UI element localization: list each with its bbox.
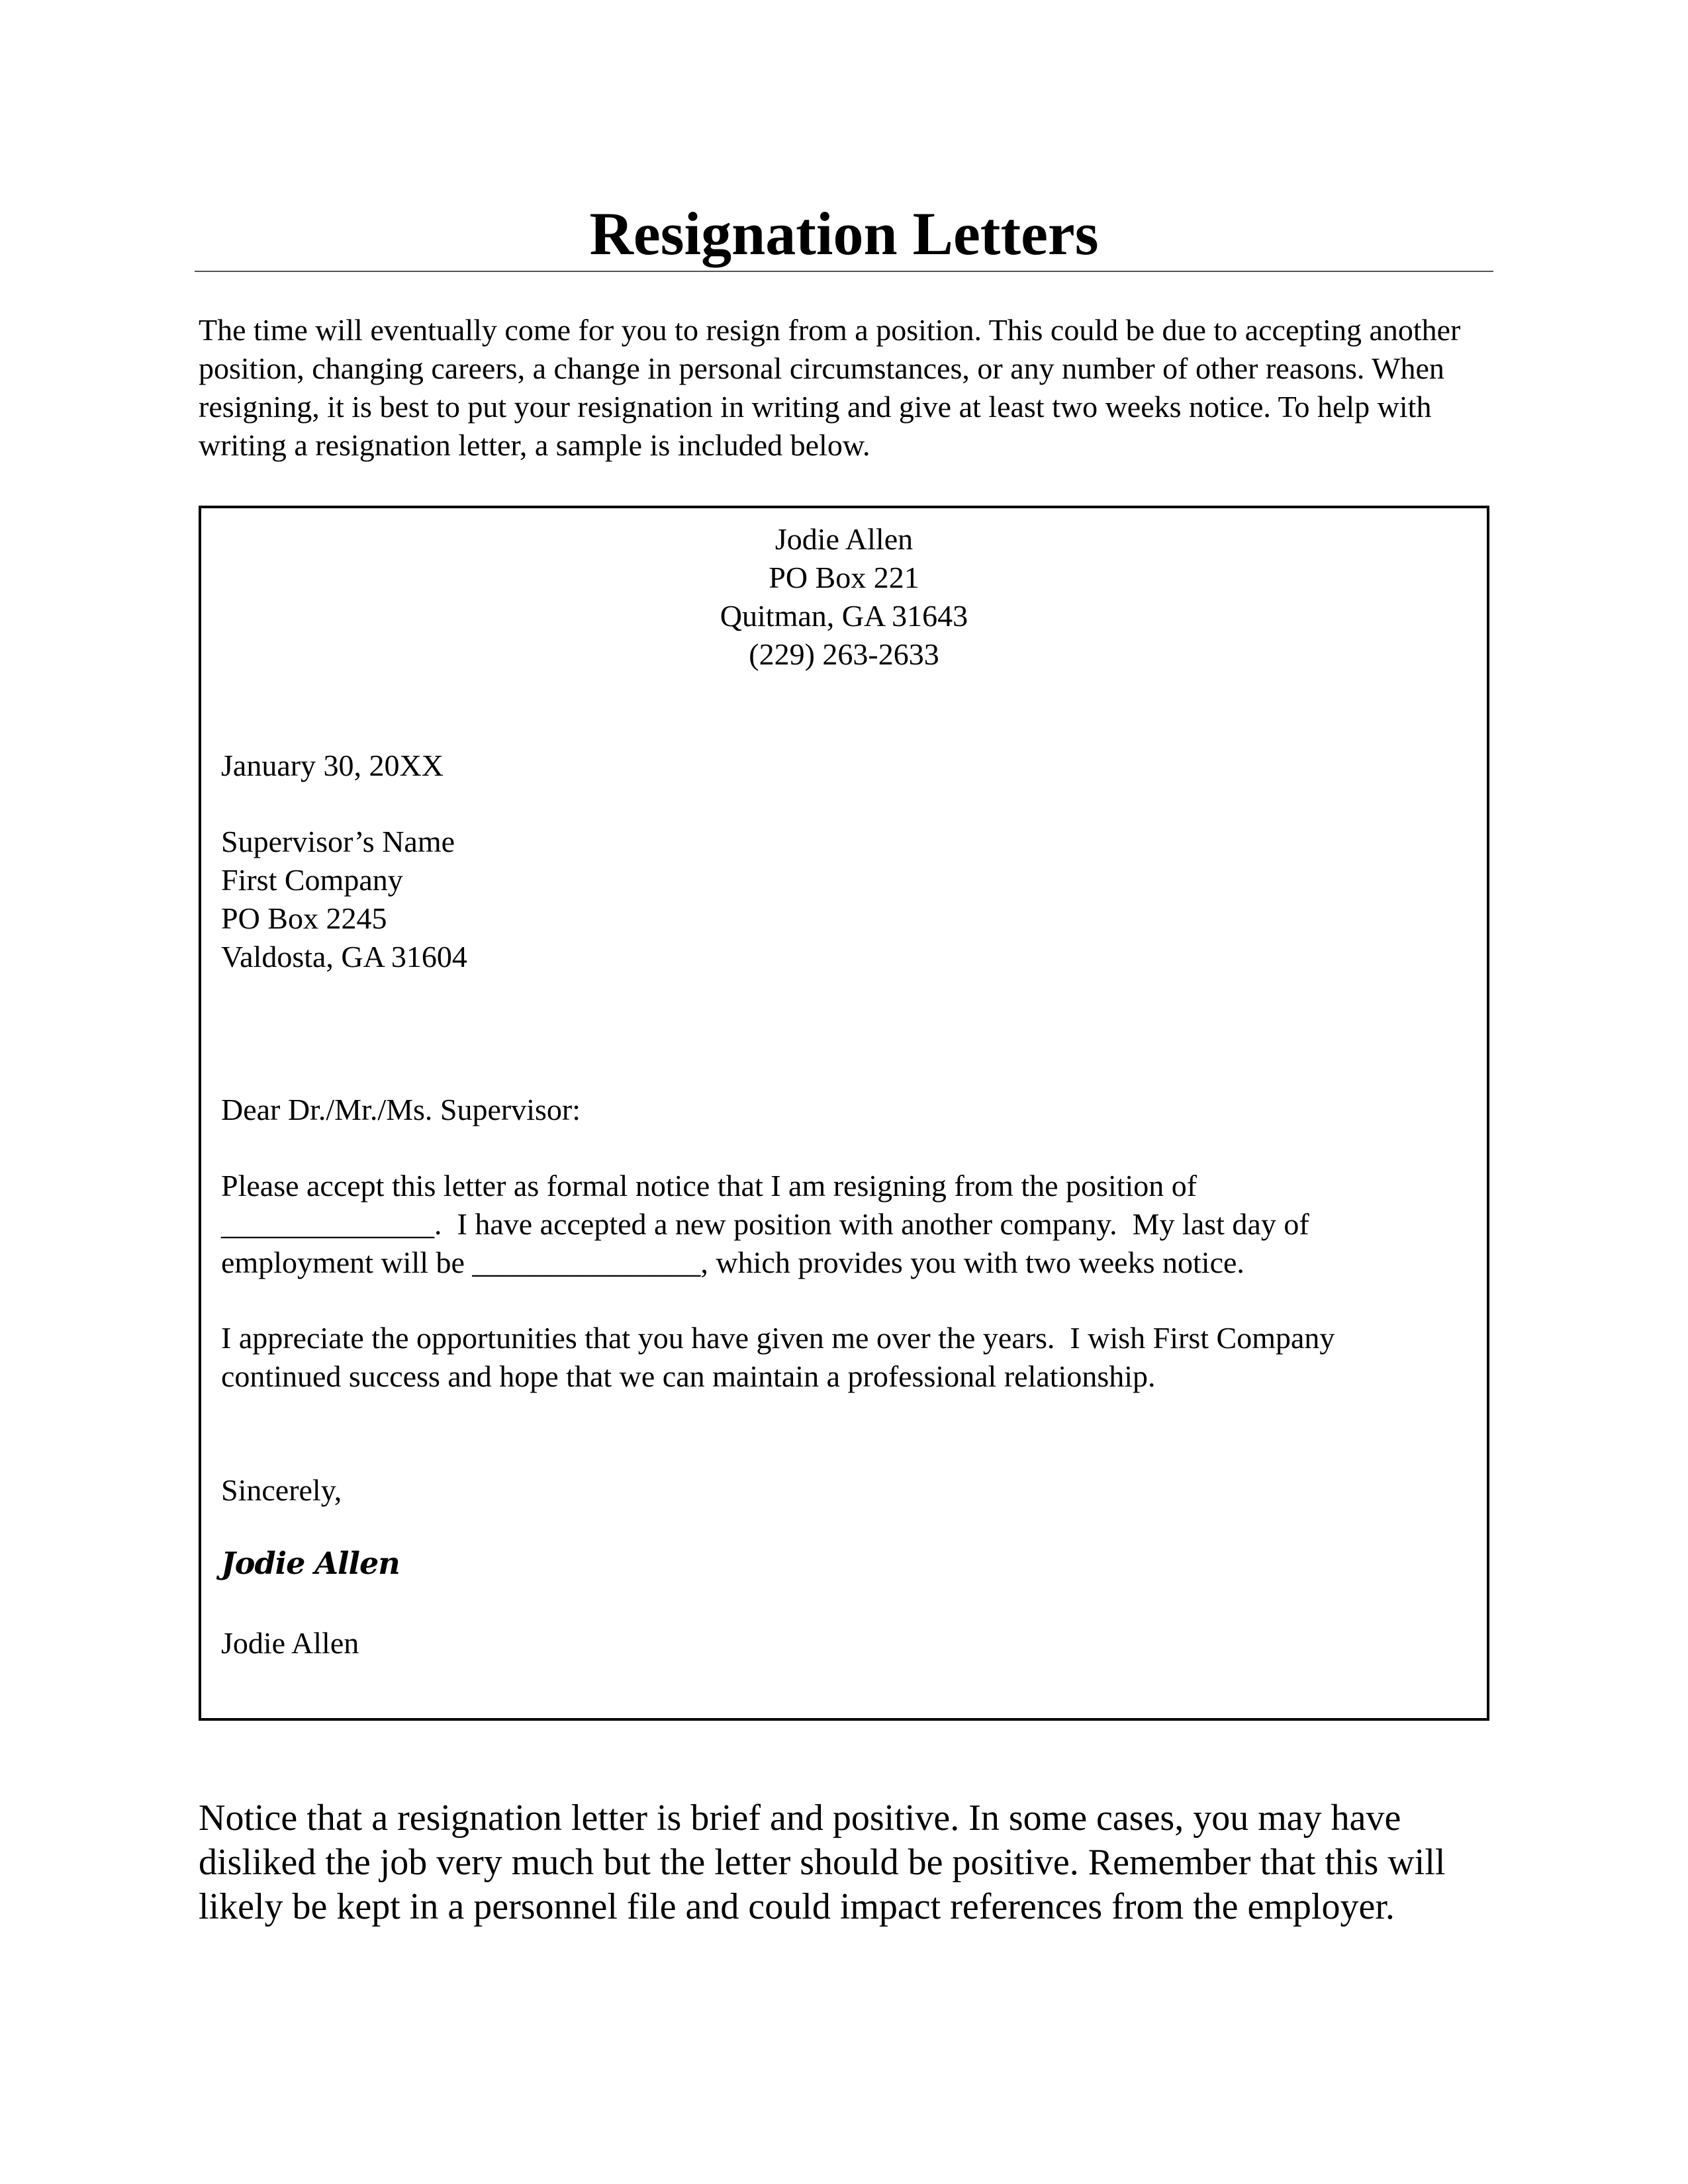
- handwritten-signature: Jodie Allen: [221, 1545, 400, 1581]
- paragraph-2-line-1: I appreciate the opportunities that you have given me over the years. I wish First Company: [221, 1321, 1335, 1355]
- recipient-company: First Company: [221, 863, 403, 897]
- recipient-address-line-2: Valdosta, GA 31604: [221, 940, 467, 974]
- letter-closing: Sincerely,: [221, 1473, 342, 1507]
- paragraph-1-line-2: ______________. I have accepted a new position with another company. My last day of: [221, 1207, 1309, 1241]
- recipient-address-line-1: PO Box 2245: [221, 901, 387, 935]
- sender-phone: (229) 263-2633: [749, 637, 939, 671]
- paragraph-1-line-3: employment will be _______________, which provides you with two weeks notice.: [221, 1246, 1244, 1279]
- letter-salutation: Dear Dr./Mr./Ms. Supervisor:: [221, 1093, 581, 1126]
- letter-paragraph-1: [221, 1167, 1466, 1282]
- paragraph-1-line-1: Please accept this letter as formal notice that I am resigning from the position of: [221, 1169, 1197, 1203]
- title-divider: [195, 271, 1493, 272]
- sender-address-line-1: PO Box 221: [769, 561, 919, 594]
- sender-address-line-2: Quitman, GA 31643: [720, 599, 968, 633]
- intro-paragraph: The time will eventually come for you to resign from a position. This could be due to accepting another position, changing careers, a change in personal circumstances, or any number of other reasons. When resigning, it is best to put your resignation in writing and give at least two weeks notice. To help with writing a resignation letter, a sample is included below.: [199, 313, 1461, 462]
- letter-paragraph-2: [221, 1319, 1466, 1396]
- recipient-address-block: [221, 823, 467, 976]
- sender-name: Jodie Allen: [774, 522, 914, 556]
- closing-note-paragraph: Notice that a resignation letter is brief and positive. In some cases, you may have disliked the job very much but the letter should be positive. Remember that this will likely be kept in a personnel file and could impact references from the employer.: [199, 1797, 1446, 1927]
- letter-date: January 30, 20XX: [221, 749, 444, 782]
- sender-address-block: [201, 520, 1487, 674]
- recipient-name: Supervisor’s Name: [221, 825, 455, 858]
- sample-letter-box: [199, 506, 1489, 1721]
- typed-signature-name: Jodie Allen: [221, 1626, 359, 1660]
- paragraph-2-line-2: continued success and hope that we can maintain a professional relationship.: [221, 1359, 1156, 1393]
- page-title: Resignation Letters: [589, 200, 1099, 267]
